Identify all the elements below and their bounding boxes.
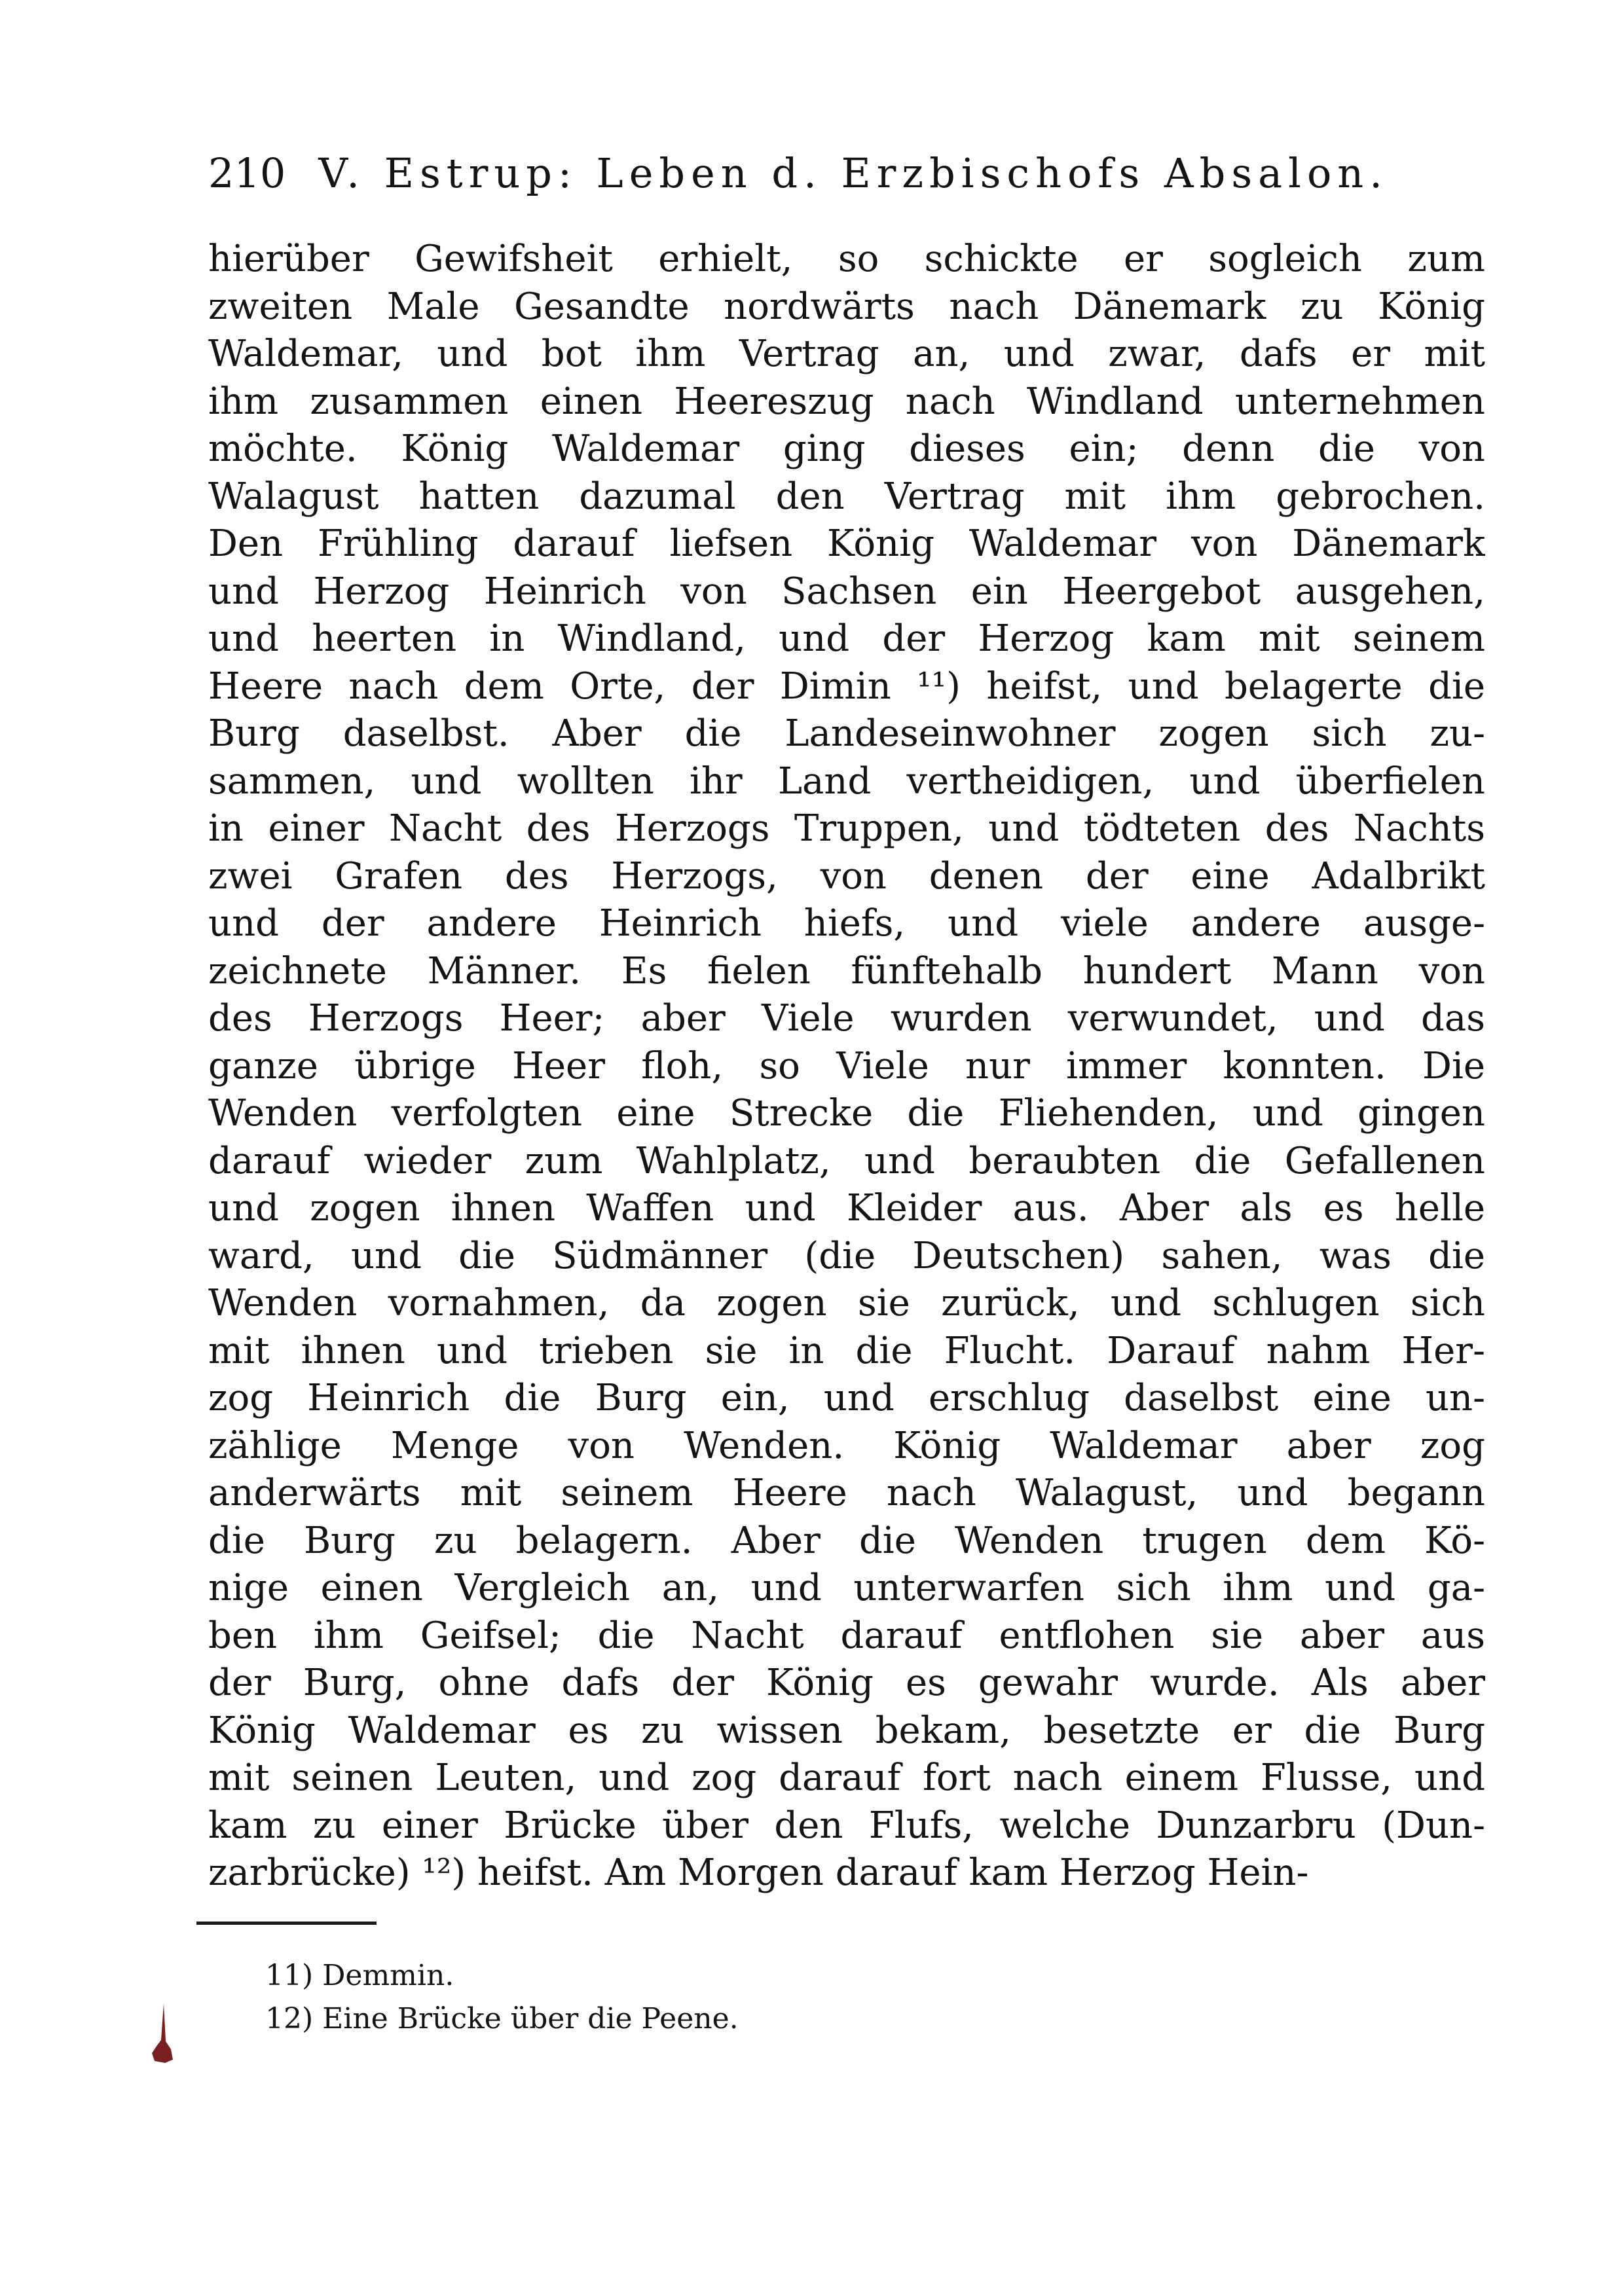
text-line: Den Frühling darauf liefsen König Waldemar von Dänemark <box>208 522 1485 565</box>
text-line: darauf wieder zum Wahlplatz, und beraubten die Gefallenen <box>208 1139 1485 1182</box>
text-line: König Waldemar es zu wissen bekam, besetzte er die Burg <box>208 1709 1485 1752</box>
text-line: kam zu einer Brücke über den Flufs, welche Dunzarbru (Dun- <box>208 1804 1485 1847</box>
text-line: und der andere Heinrich hiefs, und viele andere ausge- <box>208 902 1485 945</box>
running-head: V. Estrup: Leben d. Erzbischofs Absalon. <box>318 149 1388 197</box>
text-line: zeichnete Männer. Es fielen fünftehalb hundert Mann von <box>208 949 1485 993</box>
text-line: möchte. König Waldemar ging dieses ein; denn die von <box>208 428 1485 470</box>
text-line: Wenden vornahmen, da zogen sie zurück, und schlugen sich <box>208 1282 1485 1324</box>
text-line: zog Heinrich die Burg ein, und erschlug daselbst eine un- <box>208 1377 1485 1419</box>
footnote-rule <box>196 1922 377 1925</box>
text-line: und zogen ihnen Waffen und Kleider aus. Aber als es helle <box>208 1187 1485 1230</box>
text-line: sammen, und wollten ihr Land vertheidigen, und überfielen <box>208 759 1485 803</box>
text-line: und Herzog Heinrich von Sachsen ein Heergebot ausgehen, <box>208 570 1485 613</box>
page-number: 210 <box>208 149 286 197</box>
text-line: ben ihm Geifsel; die Nacht darauf entflohen sie aber aus <box>208 1614 1485 1657</box>
text-line: in einer Nacht des Herzogs Truppen, und tödteten des Nachts <box>208 807 1485 850</box>
text-line: ihm zusammen einen Heereszug nach Windland unternehmen <box>208 380 1485 423</box>
text-line: Waldemar, und bot ihm Vertrag an, und zwar, dafs er mit <box>208 333 1485 375</box>
text-line: und heerten in Windland, und der Herzog kam mit seinem <box>208 617 1485 660</box>
footnote: 12) Eine Brücke über die Peene. <box>265 2002 739 2035</box>
page-header <box>208 149 1485 208</box>
text-line: mit ihnen und trieben sie in die Flucht. Darauf nahm Her- <box>208 1329 1485 1372</box>
text-line: der Burg, ohne dafs der König es gewahr wurde. Als aber <box>208 1662 1485 1704</box>
text-line: zählige Menge von Wenden. König Waldemar aber zog <box>208 1424 1485 1467</box>
ink-blot-mark <box>149 2002 175 2064</box>
text-line: Walagust hatten dazumal den Vertrag mit ihm gebrochen. <box>208 475 1485 518</box>
text-line: Heere nach dem Orte, der Dimin ¹¹) heifst, und belagerte die <box>208 665 1485 708</box>
text-line: hierüber Gewifsheit erhielt, so schickte er sogleich zum <box>208 238 1485 280</box>
text-line: anderwärts mit seinem Heere nach Walagust, und begann <box>208 1472 1485 1514</box>
text-line: ward, und die Südmänner (die Deutschen) sahen, was die <box>208 1234 1485 1277</box>
text-line: Wenden verfolgten eine Strecke die Fliehenden, und gingen <box>208 1092 1485 1135</box>
text-line: nige einen Vergleich an, und unterwarfen sich ihm und ga- <box>208 1567 1485 1609</box>
text-line: mit seinen Leuten, und zog darauf fort nach einem Flusse, und <box>208 1757 1485 1799</box>
footnote: 11) Demmin. <box>265 1959 454 1992</box>
text-line: zarbrücke) ¹²) heifst. Am Morgen darauf kam Herzog Hein- <box>208 1851 1309 1894</box>
body-text <box>208 236 1485 1897</box>
text-line: Burg daselbst. Aber die Landeseinwohner zogen sich zu- <box>208 712 1485 755</box>
text-line: zweiten Male Gesandte nordwärts nach Dänemark zu König <box>208 285 1485 328</box>
text-line: die Burg zu belagern. Aber die Wenden trugen dem Kö- <box>208 1519 1485 1562</box>
footnotes <box>265 1954 1247 2041</box>
text-line: zwei Grafen des Herzogs, von denen der eine Adalbrikt <box>208 854 1485 898</box>
text-line: des Herzogs Heer; aber Viele wurden verwundet, und das <box>208 997 1485 1040</box>
text-line: ganze übrige Heer floh, so Viele nur immer konnten. Die <box>208 1044 1485 1087</box>
